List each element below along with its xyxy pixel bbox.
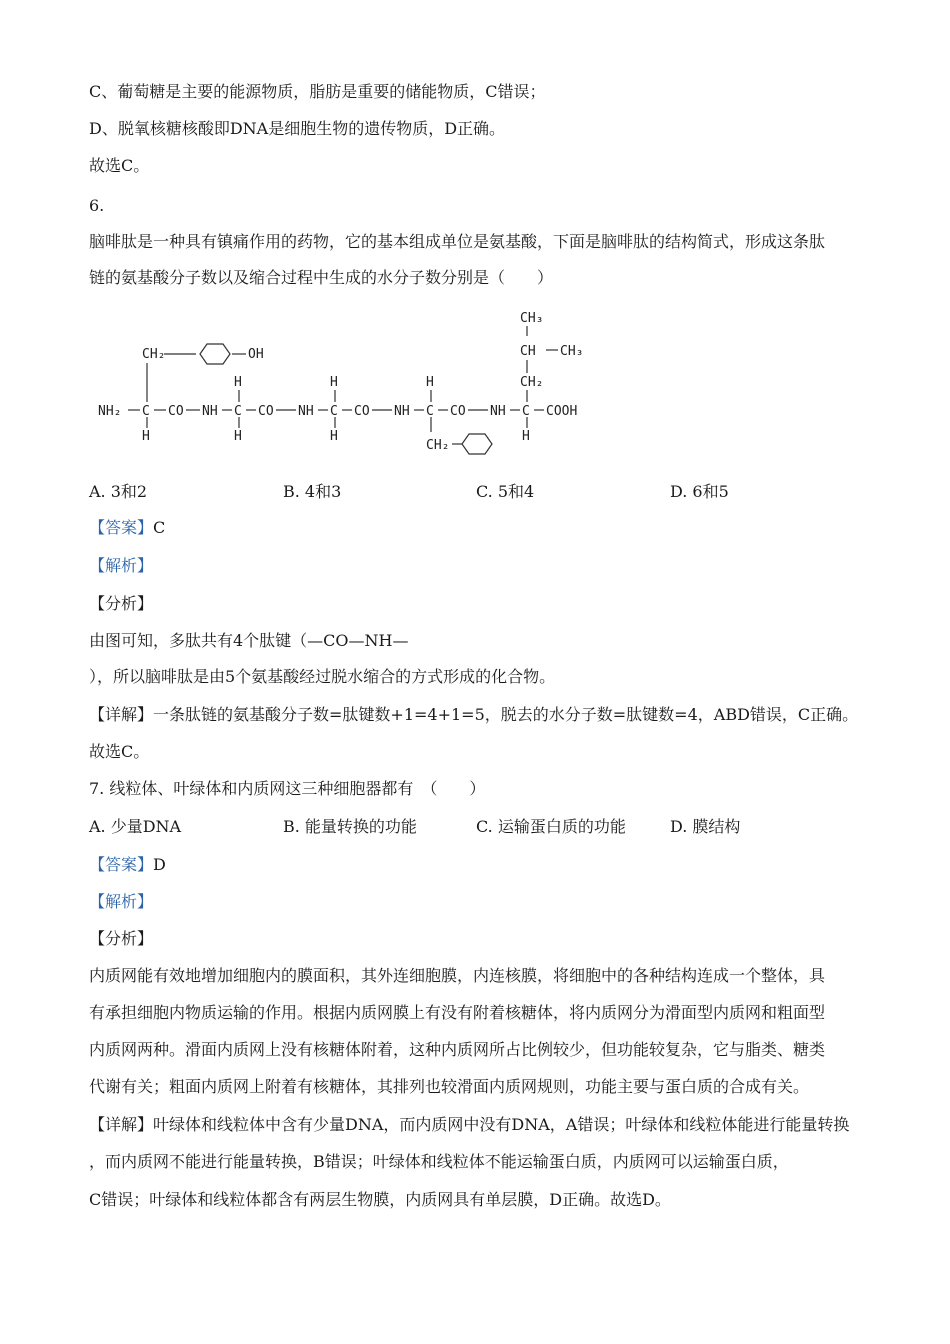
amide-nh-label: NH: [490, 404, 506, 419]
fenxi-text: ），所以脑啡肽是由5个氨基酸经过脱水缩合的方式形成的化合物。: [89, 667, 556, 686]
carboxyl-label: COOH: [546, 404, 578, 419]
alpha-carbon-label: C: [330, 404, 338, 419]
fenxi-tag: 【分析】: [89, 594, 154, 613]
option-a[interactable]: A. 3和2: [89, 482, 148, 501]
detail-line: [89, 705, 858, 725]
option-b[interactable]: B. 4和3: [283, 482, 342, 501]
amide-nh-label: NH: [298, 404, 314, 419]
methylene-label: CH₂: [426, 438, 450, 453]
option-b[interactable]: B. 能量转换的功能: [283, 817, 417, 836]
hydrogen-label: H: [330, 429, 338, 444]
alpha-carbon-label: C: [522, 404, 530, 419]
detail-tag: 【详解】: [89, 1115, 154, 1134]
alpha-carbon-label: C: [142, 404, 150, 419]
conclusion-text: 故选C。: [89, 742, 150, 761]
analysis-tag: [89, 892, 153, 912]
enkephalin-structure-figure: [96, 300, 626, 460]
hydrogen-label: H: [234, 429, 242, 444]
carbonyl-label: CO: [258, 404, 274, 419]
amide-nh-label: NH: [394, 404, 410, 419]
detail-text: C错误；叶绿体和线粒体都含有两层生物膜，内质网具有单层膜，D正确。故选D。: [89, 1190, 671, 1209]
hydrogen-label: H: [426, 375, 434, 390]
fenxi-text: 内质网能有效地增加细胞内的膜面积，其外连细胞膜，内连核膜，将细胞中的各种结构连成一个整体，具: [89, 966, 826, 985]
carbonyl-label: CO: [354, 404, 370, 419]
fenxi-text: 内质网两种。滑面内质网上没有核糖体附着，这种内质网所占比例较少，但功能较复杂，它与脂类、糖类: [89, 1040, 826, 1059]
methine-label: CH: [520, 344, 536, 359]
question-7-stem: 7. 线粒体、叶绿体和内质网这三种细胞器都有 （ ）: [89, 779, 486, 798]
methyl-label: CH₃: [560, 344, 584, 359]
hydrogen-label: H: [142, 429, 150, 444]
answer-tag: 【答案】: [89, 518, 154, 537]
question-number: 6.: [89, 196, 105, 215]
question-stem-line: 链的氨基酸分子数以及缩合过程中生成的水分子数分别是（ ）: [89, 268, 554, 287]
answer-value: D: [153, 855, 166, 874]
carbonyl-label: CO: [450, 404, 466, 419]
alpha-carbon-label: C: [234, 404, 242, 419]
analysis-tag: [89, 556, 153, 576]
fenxi-text: 有承担细胞内物质运输的作用。根据内质网膜上有没有附着核糖体，将内质网分为滑面型内质网和粗面型: [89, 1003, 826, 1022]
option-d-explanation: D、脱氧核糖核酸即DNA是细胞生物的遗传物质，D正确。: [89, 119, 506, 138]
analysis-label: 【解析】: [89, 556, 154, 575]
methyl-label: CH₃: [520, 311, 544, 326]
detail-tag: 【详解】: [89, 705, 154, 724]
question-stem-line: 脑啡肽是一种具有镇痛作用的药物，它的基本组成单位是氨基酸，下面是脑啡肽的结构简式，形成这条肽: [89, 232, 826, 251]
structural-formula: [96, 300, 626, 460]
detail-text: ，而内质网不能进行能量转换，B错误；叶绿体和线粒体不能运输蛋白质，内质网可以运输蛋白质，: [89, 1152, 789, 1171]
option-d[interactable]: D. 膜结构: [670, 817, 741, 836]
fenxi-text: 由图可知，多肽共有4个肽键（—CO—NH—: [89, 631, 409, 650]
answer-tag: 【答案】: [89, 855, 154, 874]
amide-nh-label: NH: [202, 404, 218, 419]
carbonyl-label: CO: [168, 404, 184, 419]
methylene-label: CH₂: [142, 347, 166, 362]
option-a[interactable]: A. 少量DNA: [89, 817, 182, 836]
option-c[interactable]: C. 运输蛋白质的功能: [476, 817, 626, 836]
option-c[interactable]: C. 5和4: [476, 482, 535, 501]
answer-line: [89, 518, 165, 538]
analysis-label: 【解析】: [89, 892, 154, 911]
amino-group-label: NH₂: [98, 404, 122, 419]
conclusion-text: 故选C。: [89, 156, 150, 175]
hydrogen-label: H: [522, 429, 530, 444]
fenxi-tag: 【分析】: [89, 929, 154, 948]
detail-text: 一条肽链的氨基酸分子数=肽键数+1=4+1=5，脱去的水分子数=肽键数=4，ABD错误，C正确。: [153, 705, 859, 724]
alpha-carbon-label: C: [426, 404, 434, 419]
answer-value: C: [153, 518, 166, 537]
answer-line: [89, 855, 166, 875]
option-d[interactable]: D. 6和5: [670, 482, 729, 501]
fenxi-text: 代谢有关；粗面内质网上附着有核糖体，其排列也较滑面内质网规则，功能主要与蛋白质的合成有关。: [89, 1077, 810, 1096]
methylene-label: CH₂: [520, 375, 544, 390]
detail-text: 叶绿体和线粒体中含有少量DNA，而内质网中没有DNA，A错误；叶绿体和线粒体能进行能量转换: [153, 1115, 850, 1134]
detail-line: [89, 1115, 849, 1135]
hydroxyl-label: OH: [248, 347, 264, 362]
hydrogen-label: H: [330, 375, 338, 390]
hydrogen-label: H: [234, 375, 242, 390]
option-c-explanation: C、葡萄糖是主要的能源物质，脂肪是重要的储能物质，C错误；: [89, 82, 546, 101]
